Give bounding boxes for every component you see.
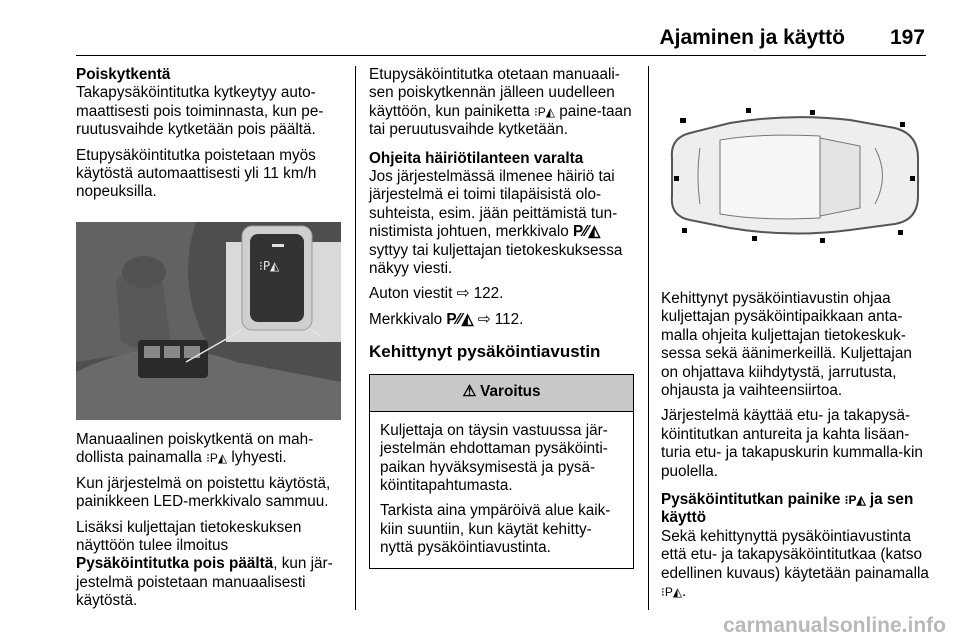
column-1-lower <box>76 431 342 618</box>
paragraph-text: Etupysäköintitutka otetaan manuaali-sen poiskytkennän jälleen uudelleen käyttöön, kun painiketta <box>369 66 620 120</box>
parking-sensor-icon: ⁝P◭ <box>844 493 866 508</box>
paragraph: Etupysäköintitutka poistetaan myös käytöstä automaattisesti yli 11 km/h nopeuksilla. <box>76 146 317 201</box>
svg-text:⁝P◭: ⁝P◭ <box>259 259 280 273</box>
parking-sensor-icon: ⁝P◭ <box>206 451 228 466</box>
paragraph: Takapysäköintitutka kytkeytyy auto-maattisesti pois toiminnasta, kun pe-ruutusvaihde kytketään pois päältä. <box>76 84 324 139</box>
paragraph-text: Jos järjestelmässä ilmenee häiriö tai järjestelmä ei toimi tilapäisistä olo-suhteista, esim. jään peittämistä tun-nistimista johtuen, merkkivalo <box>369 168 618 241</box>
display-message: Pysäköintitutka pois päältä <box>76 555 274 573</box>
section-title: Kehittynyt pysäköintiavustin <box>369 342 601 362</box>
paragraph-text: Merkkivalo <box>369 310 443 328</box>
column-2 <box>369 66 634 569</box>
warning-lamp-icon: P⁄⁄◭ <box>446 310 474 328</box>
page-reference: Auton viestit ⇨ 122. <box>369 285 504 303</box>
column-divider <box>648 66 649 610</box>
page-header-title: Ajaminen ja käyttö <box>659 26 845 49</box>
warning-body <box>370 412 633 568</box>
paragraph-text: paine-taan tai peruutusvaihde kytketään. <box>369 102 632 139</box>
paragraph-text: Lisäksi kuljettajan tietokeskuksen näyttöön tulee ilmoitus <box>76 518 302 555</box>
watermark: carmanualsonline.info <box>723 614 946 637</box>
paragraph-text: Manuaalinen poiskytkentä on mah-dollista painamalla <box>76 431 314 467</box>
column-divider <box>355 66 356 610</box>
section-heading: Ohjeita häiriötilanteen varalta <box>369 149 584 167</box>
column-3 <box>661 290 929 609</box>
paragraph: Järjestelmä käyttää etu- ja takapysä-köintitutkan antureita ja kahta lisäan-turia etu- ja takapuskurin kummalla-kin puolella. <box>661 407 923 480</box>
paragraph-text: . <box>682 583 687 601</box>
section-heading: Poiskytkentä <box>76 66 171 83</box>
header-divider <box>76 55 926 56</box>
paragraph: Kun järjestelmä on poistettu käytöstä, painikkeen LED-merkkivalo sammuu. <box>76 474 331 511</box>
parking-sensor-icon: ⁝P◭ <box>661 585 683 600</box>
paragraph-text: Sekä kehittynyttä pysäköintiavustinta että etu- ja takapysäköintitutkaa (katso edellinen kuvaus) käytetään painamalla <box>661 527 929 582</box>
section-heading: Pysäköintitutkan painike <box>661 491 841 509</box>
warning-text: Tarkista aina ympäröivä alue kaik-kiin suuntiin, kun käytät kehitty-nyttä pysäköintiavustinta. <box>380 502 611 557</box>
paragraph-text: lyhyesti. <box>231 449 287 467</box>
warning-box <box>369 374 634 569</box>
warning-triangle-icon: ⚠ <box>462 383 477 401</box>
console-photo <box>76 222 341 420</box>
warning-header <box>370 375 633 412</box>
column-1 <box>76 66 342 209</box>
car-top-view-figure <box>660 78 927 273</box>
warning-text: Kuljettaja on täysin vastuussa jär-jestelmän ehdottaman pysäköinti-paikan hyväksymisestä ja pysä-köintitapahtumasta. <box>380 421 608 494</box>
paragraph: Kehittynyt pysäköintiavustin ohjaa kuljettajan pysäköintipaikkaan anta-malla ohjeita kuljettajan tietokeskuk-sessa sekä äänimerkeillä. Kuljettajan on ohjattava kiihdytystä, jarrutusta, ohjausta ja vaihteensiirtoa. <box>661 290 912 400</box>
paragraph-text: , kun jär-jestelmä poistetaan manuaalisesti käytöstä. <box>76 555 333 610</box>
page-reference: ⇨ 112. <box>477 310 524 328</box>
paragraph-text: syttyy tai kuljettajan tietokeskuksessa näkyy viesti. <box>369 241 623 278</box>
page-number: 197 <box>889 26 925 49</box>
section-heading: ja sen käyttö <box>661 491 914 527</box>
parking-sensor-icon: ⁝P◭ <box>533 104 556 119</box>
warning-title: Varoitus <box>480 383 541 401</box>
warning-lamp-icon: P⁄⁄◭ <box>573 223 601 241</box>
